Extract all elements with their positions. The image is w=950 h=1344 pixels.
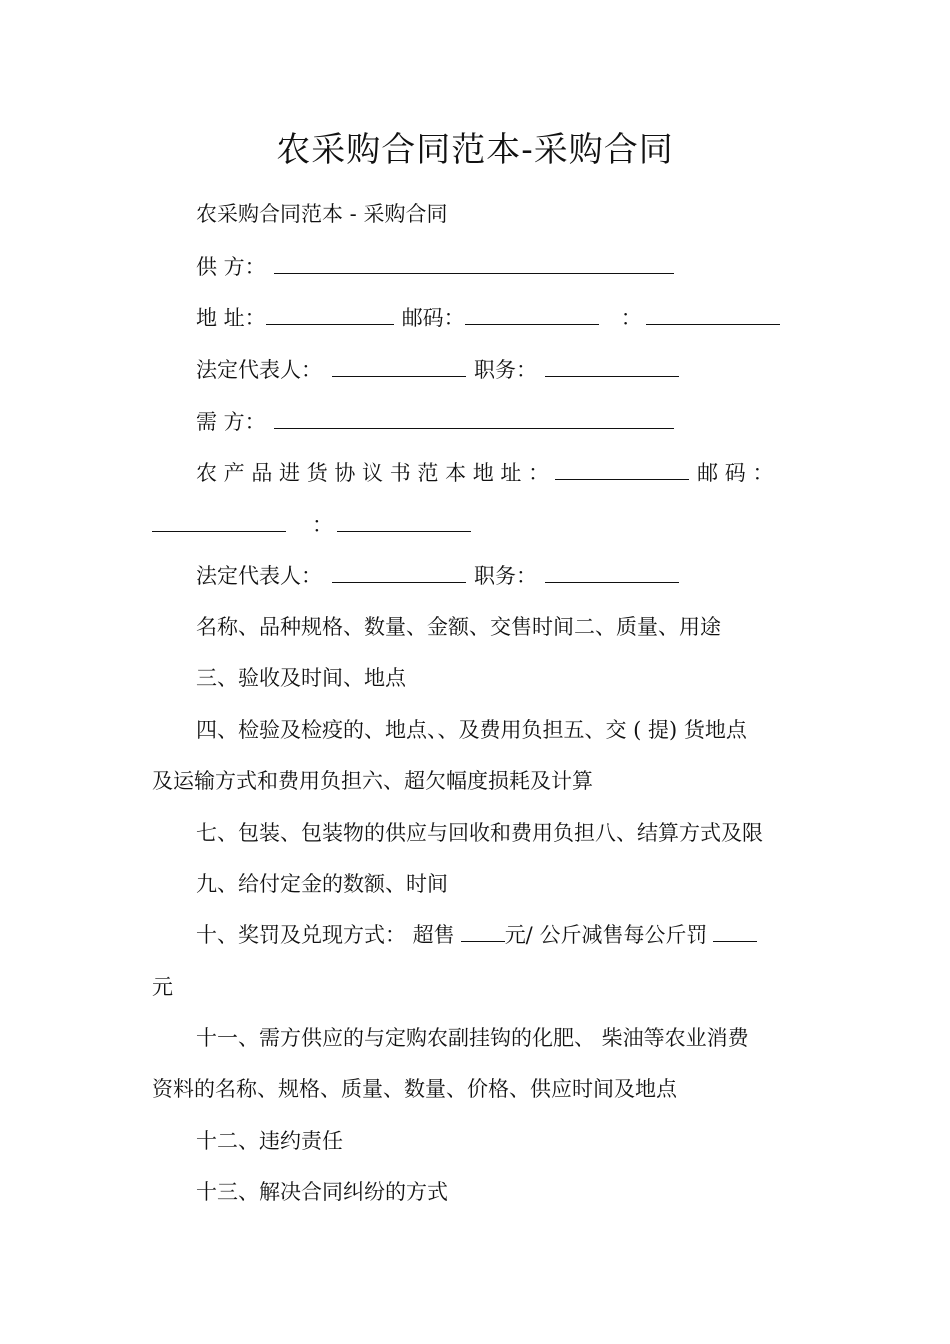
address-blank[interactable] (266, 304, 394, 325)
clause-10-mid: 元/ 公斤减售每公斤罚 (504, 923, 708, 947)
buyer-postcode-line (152, 511, 812, 539)
colon-label: ： (620, 306, 642, 330)
supplier-address-line (196, 304, 856, 332)
clause-4-line1: 四、检验及检疫的、地点、、及费用负担五、交 ( 提) 货地点 (196, 718, 747, 742)
position-label: 职务： (474, 358, 537, 382)
position-blank[interactable] (545, 356, 679, 377)
extra-blank[interactable] (646, 304, 780, 325)
postcode-label: 邮码： (401, 306, 465, 330)
clause-7: 七、包装、包装物的供应与回收和费用负担八、结算方式及限 (196, 821, 763, 845)
postcode-blank[interactable] (465, 304, 599, 325)
buyer-blank[interactable] (274, 408, 674, 429)
buyer-address-line (196, 459, 856, 487)
clause-12: 十二、违约责任 (196, 1129, 343, 1153)
buyer-colon-label: ： (312, 513, 333, 537)
supplier-rep-line (196, 356, 856, 384)
supplier-line (196, 253, 856, 281)
buyer-extra-blank[interactable] (337, 511, 471, 532)
position2-blank[interactable] (545, 562, 679, 583)
clause-11-line1: 十一、需方供应的与定购农副挂钩的化肥、 柴油等农业消费 (196, 1026, 749, 1050)
clause-9: 九、给付定金的数额、时间 (196, 872, 448, 896)
document-title: 农采购合同范本-采购合同 (276, 130, 674, 170)
undersell-penalty-blank[interactable] (713, 921, 757, 942)
buyer-line (196, 408, 856, 436)
clause-3: 三、验收及时间、地点 (196, 666, 406, 690)
buyer-address-label: 农 产 品 进 货 协 议 书 范 本 地 址 ： (196, 461, 550, 485)
rep-blank[interactable] (332, 356, 466, 377)
buyer-address-blank[interactable] (555, 459, 689, 480)
clause-10-line2: 元 (152, 975, 173, 999)
document-subtitle: 农采购合同范本 - 采购合同 (196, 202, 448, 226)
supplier-blank[interactable] (274, 253, 674, 274)
buyer-label: 需 方： (196, 410, 266, 434)
clause-11-line2: 资料的名称、规格、质量、数量、价格、供应时间及地点 (152, 1077, 677, 1101)
buyer-rep-line (196, 562, 856, 590)
oversell-reward-blank[interactable] (461, 921, 505, 942)
clause-10-prefix: 十、奖罚及兑现方式： 超售 (196, 923, 455, 947)
buyer-postcode-blank[interactable] (152, 511, 286, 532)
supplier-label: 供 方： (196, 255, 266, 279)
buyer-postcode-label: 邮 码 ： (697, 461, 774, 485)
clause-4-line2: 及运输方式和费用负担六、超欠幅度损耗及计算 (152, 769, 593, 793)
clause-13: 十三、解决合同纠纷的方式 (196, 1180, 448, 1204)
rep-label: 法定代表人： (196, 358, 322, 382)
clause-1: 名称、品种规格、数量、金额、交售时间二、质量、用途 (196, 615, 721, 639)
clause-10-line1 (196, 921, 856, 949)
address-label: 地 址： (196, 306, 266, 330)
rep2-label: 法定代表人： (196, 564, 322, 588)
rep2-blank[interactable] (332, 562, 466, 583)
position2-label: 职务： (474, 564, 537, 588)
